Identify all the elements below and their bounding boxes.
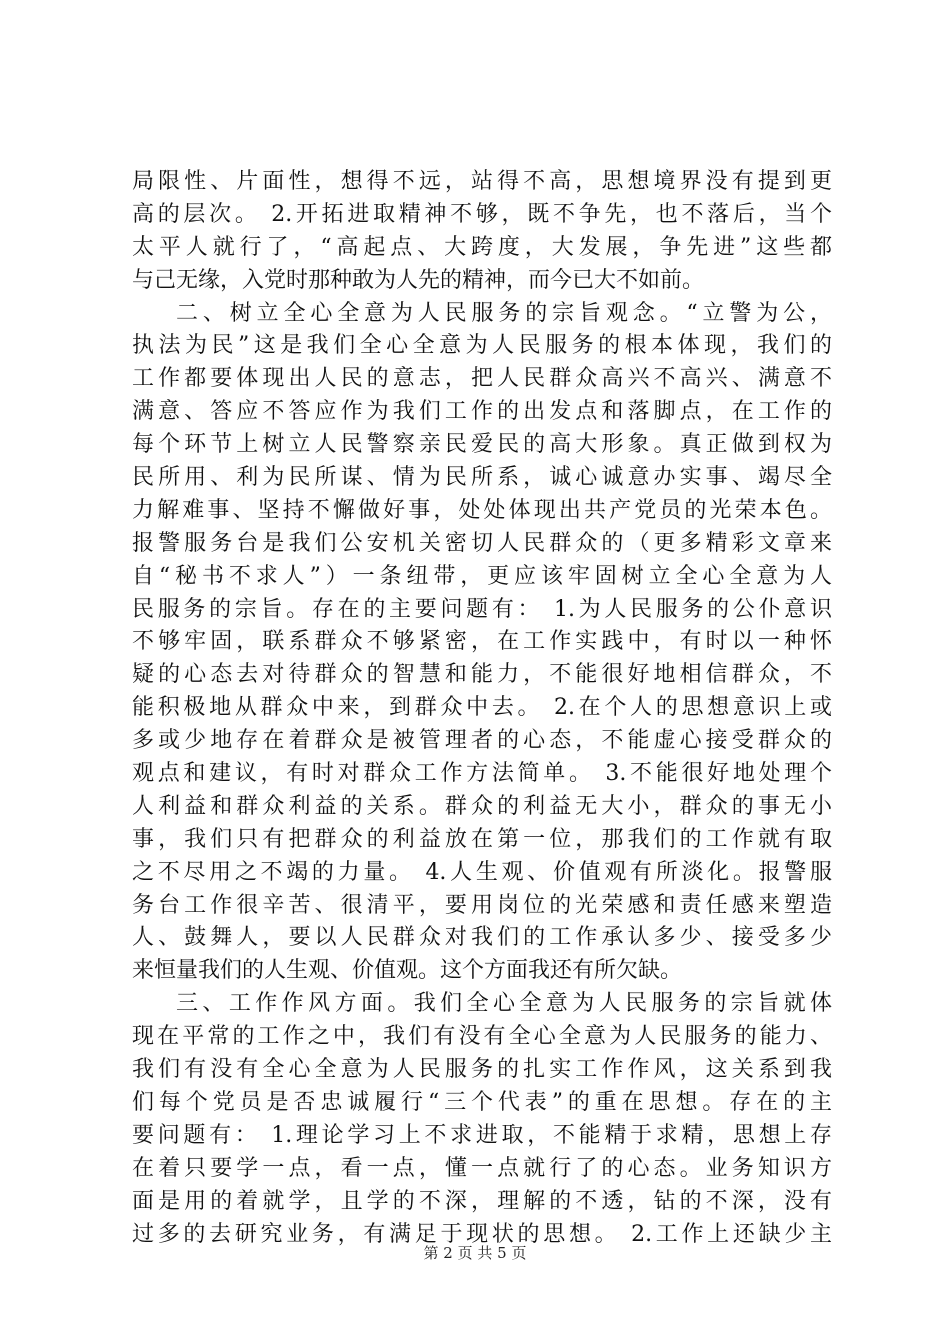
text-line: 要问题有： 1.理论学习上不求进取，不能精于求精，思想上存 [132,1122,832,1148]
text-line: 观点和建议，有时对群众工作方法简单。 3.不能很好地处理个 [132,761,832,787]
text-line: 报警服务台是我们公安机关密切人民群众的（更多精彩文章来 [132,530,832,556]
text-line: 疑的心态去对待群众的智慧和能力，不能很好地相信群众，不 [132,662,832,688]
text-line: 们每个党员是否忠诚履行“三个代表”的重在思想。存在的主 [132,1089,832,1115]
text-line: 能积极地从群众中来，到群众中去。 2.在个人的思想意识上或 [132,695,832,721]
text-line: 在着只要学一点，看一点，懂一点就行了的心态。业务知识方 [132,1155,832,1181]
text-line: 民服务的宗旨。存在的主要问题有： 1.为人民服务的公仆意识 [132,596,832,622]
text-line: 太平人就行了，“高起点、大跨度，大发展，争先进”这些都 [132,234,832,260]
text-line: 满意、答应不答应作为我们工作的出发点和落脚点，在工作的 [132,399,832,425]
text-line: 人、鼓舞人，要以人民群众对我们的工作承认多少、接受多少 [132,925,832,951]
text-line: 我们有没有全心全意为人民服务的扎实工作作风，这关系到我 [132,1057,832,1083]
text-line: 每个环节上树立人民警察亲民爱民的高大形象。真正做到权为 [132,432,832,458]
text-line: 人利益和群众利益的关系。群众的利益无大小，群众的事无小 [132,793,832,819]
section-heading-line: 三、工作作风方面。我们全心全意为人民服务的宗旨就体 [176,991,832,1017]
text-line: 之不尽用之不竭的力量。 4.人生观、价值观有所淡化。报警服 [132,859,832,885]
body-text [132,166,832,1251]
text-line: 务台工作很辛苦、很清平，要用岗位的光荣感和责任感来塑造 [132,892,832,918]
text-line: 多或少地存在着群众是被管理者的心态，不能虚心接受群众的 [132,728,832,754]
section-heading-line: 二、树立全心全意为人民服务的宗旨观念。“立警为公， [176,300,832,326]
text-line: 面是用的着就学，且学的不深，理解的不透，钻的不深，没有 [132,1188,832,1214]
page-number-footer: 第 2 页 共 5 页 [423,1244,527,1262]
text-line: 来恒量我们的人生观、价值观。这个方面我还有所欠缺。 [132,958,683,984]
text-line: 民所用、利为民所谋、情为民所系，诚心诚意办实事、竭尽全 [132,465,832,491]
text-line: 力解难事、坚持不懈做好事，处处体现出共产党员的光荣本色。 [132,497,832,523]
text-line: 与己无缘，入党时那种敢为人先的精神，而今已大不如前。 [132,267,705,293]
text-line: 现在平常的工作之中，我们有没有全心全意为人民服务的能力、 [132,1024,832,1050]
text-line: 过多的去研究业务，有满足于现状的思想。 2.工作上还缺少主 [132,1221,832,1247]
text-line: 工作都要体现出人民的意志，把人民群众高兴不高兴、满意不 [132,366,832,392]
text-line: 不够牢固，联系群众不够紧密，在工作实践中，有时以一种怀 [132,629,832,655]
text-line: 局限性、片面性，想得不远，站得不高，思想境界没有提到更 [132,169,832,194]
text-line: 事，我们只有把群众的利益放在第一位，那我们的工作就有取 [132,826,832,852]
text-line: 高的层次。 2.开拓进取精神不够，既不争先，也不落后，当个 [132,201,832,227]
text-line: 自“秘书不求人”）一条纽带，更应该牢固树立全心全意为人 [132,563,832,589]
text-line: 执法为民”这是我们全心全意为人民服务的根本体现，我们的 [132,333,832,359]
